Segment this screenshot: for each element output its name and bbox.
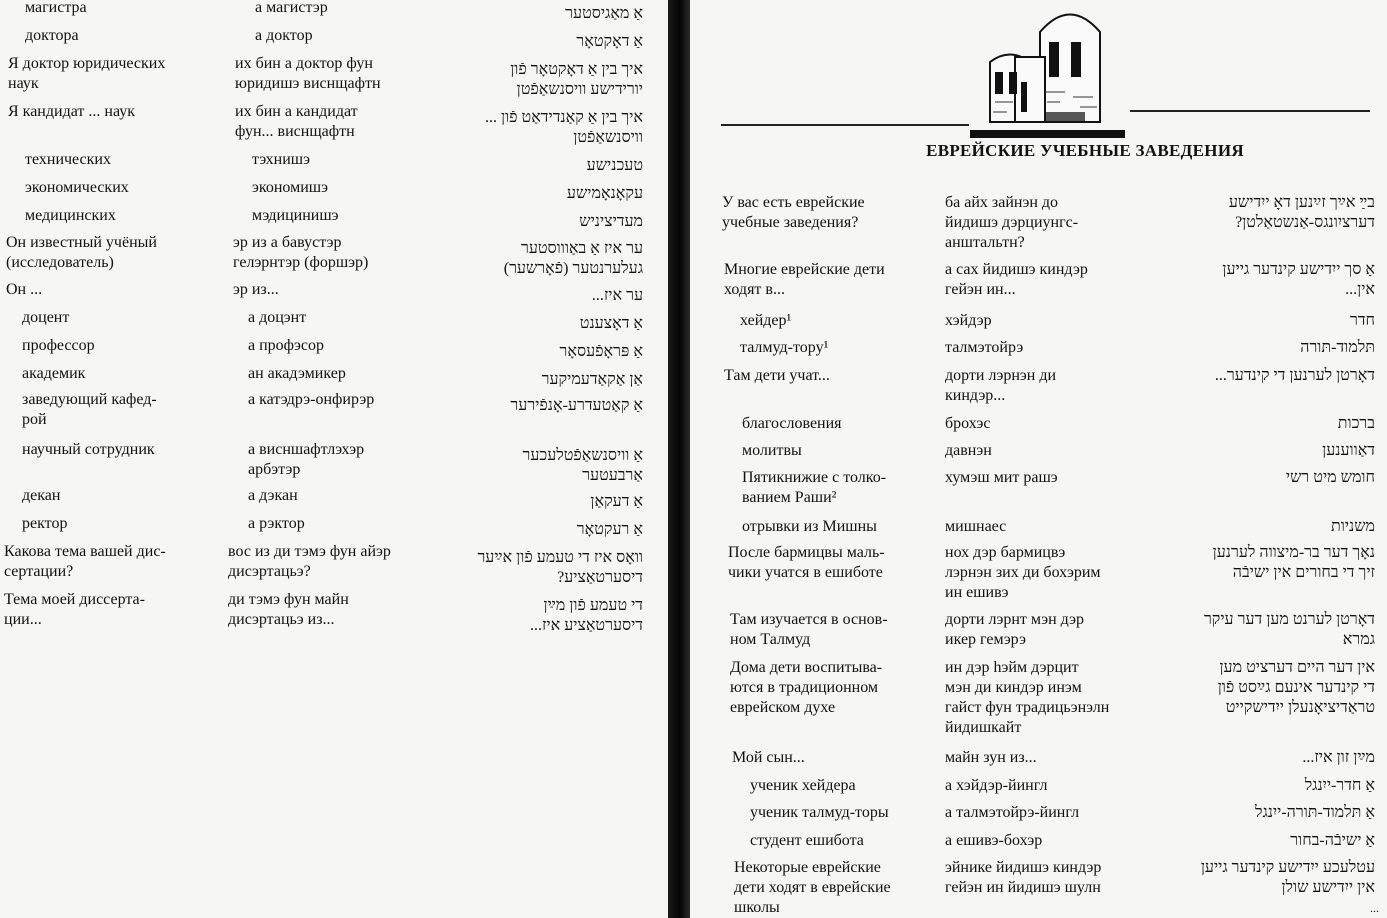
yiddish-text: וויסנשאַפֿטן: [573, 129, 643, 146]
russian-phrase: магистра: [25, 0, 87, 16]
yiddish-text: אַ תּלמוד-תּורה-ייִנגל: [1254, 804, 1375, 821]
transliteration: гелэрнтэр (форшэр): [233, 254, 369, 271]
russian-phrase: Он известный учёный: [6, 234, 157, 251]
transliteration: а талмэтойрэ-йингл: [945, 804, 1080, 821]
russian-phrase: ходят в...: [724, 281, 785, 298]
yiddish-text: ער איז אַ באַוווסטער: [520, 240, 643, 257]
transliteration: фун... виснщафтн: [235, 123, 355, 140]
yiddish-text: אַרבעטער: [582, 467, 643, 484]
yiddish-text: אַן אַקאַדעמיקער: [541, 371, 643, 388]
russian-phrase: доцент: [22, 309, 70, 326]
yiddish-text: יורידישע וויסנשאַפֿטן: [516, 81, 643, 98]
russian-phrase: ном Талмуд: [730, 631, 811, 648]
transliteration: нох дэр бармицвэ: [945, 544, 1066, 561]
yiddish-text: דאָרטן לערנען די קינדער...: [1214, 367, 1375, 384]
russian-phrase: ученик талмуд-торы: [750, 804, 889, 821]
yiddish-text: אַ פּראָפֿעסאָר: [559, 343, 643, 360]
transliteration: йидишкайт: [945, 719, 1022, 736]
transliteration: дорти лэрнт мэн дэр: [945, 611, 1085, 628]
yiddish-text: אין ייִדישע שולן: [1281, 879, 1375, 896]
yiddish-text: דאָרטן לערנט מען דער עיקר: [1203, 611, 1375, 628]
yiddish-text: עקאָנאָמישע: [566, 185, 643, 202]
transliteration: экономишэ: [252, 179, 328, 196]
transliteration: тэхнишэ: [252, 151, 310, 168]
russian-phrase: Какова тема вашей дис-: [4, 543, 166, 560]
transliteration: арбэтэр: [248, 461, 301, 478]
page-number-fragment: ...: [1370, 901, 1379, 915]
right-page: [690, 0, 1387, 918]
transliteration: а висншафтлэхэр: [248, 441, 365, 458]
russian-phrase: Я доктор юридических: [8, 55, 166, 72]
russian-phrase: технических: [25, 151, 111, 168]
yiddish-text: אַ רעקטאָר: [576, 521, 643, 538]
yiddish-text: מעדיציניש: [579, 213, 643, 230]
transliteration: эйнике йидишэ киндэр: [945, 859, 1102, 876]
transliteration: анштальтн?: [945, 234, 1025, 251]
russian-phrase: ции...: [4, 611, 42, 628]
yiddish-text: די טעמע פֿון מײַן: [543, 597, 643, 614]
russian-phrase: Там изучается в основ-: [730, 611, 888, 628]
transliteration: а рэктор: [248, 515, 305, 532]
left-page: [0, 0, 668, 918]
transliteration: а катэдрэ-онфирэр: [248, 391, 375, 408]
yiddish-text: תּלמוד-תּורה: [1300, 339, 1375, 356]
transliteration: а дэкан: [248, 487, 298, 504]
yiddish-text: מײַן זון איז...: [1302, 749, 1375, 766]
transliteration: а сах йидишэ киндэр: [945, 261, 1088, 278]
transliteration: ан акадэмикер: [248, 365, 346, 382]
yiddish-text: איך בין אַ דאָקטאָר פֿון: [510, 61, 643, 78]
transliteration: а ешивэ-бохэр: [945, 832, 1043, 849]
transliteration: вос из ди тэмэ фун айэр: [228, 543, 391, 560]
transliteration: а магистэр: [255, 0, 328, 16]
transliteration: гайст фун традицьэнэлн: [945, 699, 1110, 716]
transliteration: ин дэр hэйм дэрцит: [945, 659, 1079, 676]
russian-phrase: учебные заведения?: [722, 214, 859, 231]
russian-phrase: академик: [22, 365, 86, 382]
yiddish-text: אַ ישיבֿה-בחור: [1290, 832, 1375, 849]
transliteration: майн зун из...: [945, 749, 1037, 766]
transliteration: ди тэмэ фун майн: [228, 591, 349, 608]
transliteration: талмэтойрэ: [945, 339, 1024, 356]
transliteration: их бин а доктор фун: [235, 55, 373, 72]
yiddish-text: אין דער היים דערציט מען: [1219, 659, 1375, 676]
russian-phrase: экономических: [25, 179, 129, 196]
russian-phrase: наук: [8, 75, 39, 92]
transliteration: эр из а бавустэр: [233, 234, 342, 251]
yiddish-text: די קינדער אינעם גײַסט פֿון: [1217, 679, 1375, 696]
russian-phrase: Тема моей диссерта-: [4, 591, 145, 608]
yiddish-text: עטלעכע ייִדישע קינדער גייען: [1200, 859, 1375, 876]
yiddish-text: דאַווענען: [1322, 442, 1375, 459]
book-spine: [668, 0, 690, 918]
yiddish-text: חומש מיט רשי: [1285, 469, 1375, 486]
yiddish-text: בײַ אײַך זײַנען דאָ ייִדישע: [1228, 194, 1375, 211]
russian-phrase: талмуд-тору¹: [740, 339, 829, 356]
russian-phrase: доктора: [25, 27, 79, 44]
russian-phrase: молитвы: [742, 442, 802, 459]
russian-phrase: студент ешибота: [750, 832, 864, 849]
transliteration: давнэн: [945, 442, 992, 459]
russian-phrase: чики учатся в ешиботе: [728, 564, 883, 581]
yiddish-text: אַ חדר-ייִנגל: [1304, 777, 1375, 794]
russian-phrase: еврейском духе: [730, 699, 836, 716]
yiddish-text: אַ דעקאַן: [590, 493, 643, 510]
section-heading: ЕВРЕЙСКИЕ УЧЕБНЫЕ ЗАВЕДЕНИЯ: [926, 141, 1244, 160]
transliteration: ин ешивэ: [945, 584, 1009, 601]
yiddish-text: דיסערטאַציע איז...: [529, 617, 643, 634]
transliteration: хэйдэр: [945, 312, 992, 329]
transliteration: их бин а кандидат: [235, 103, 358, 120]
russian-phrase: ванием Раши²: [742, 489, 837, 506]
yiddish-text: אַ מאַגיסטער: [565, 5, 643, 22]
yiddish-text: גמרא: [1342, 631, 1375, 648]
russian-phrase: дети ходят в еврейские: [734, 879, 891, 896]
transliteration: гейэн ин йидишэ шулн: [945, 879, 1101, 896]
russian-phrase: заведующий кафед-: [22, 391, 157, 408]
yiddish-text: אין...: [1345, 281, 1375, 298]
transliteration: киндэр...: [945, 387, 1006, 404]
russian-phrase: Он ...: [6, 281, 43, 298]
russian-phrase: Дома дети воспитыва-: [730, 659, 883, 676]
russian-phrase: декан: [22, 487, 61, 504]
yiddish-text: אַ דאָקטאָר: [576, 33, 643, 50]
russian-phrase: Пятикнижие с толко-: [742, 469, 887, 486]
russian-phrase: сертации?: [4, 563, 74, 580]
russian-phrase: Мой сын...: [732, 749, 805, 766]
transliteration: йидишэ дэрциунгс-: [945, 214, 1079, 231]
transliteration: икер гемэрэ: [945, 631, 1026, 648]
transliteration: эр из...: [233, 281, 279, 298]
yiddish-text: ברכות: [1337, 415, 1375, 432]
yiddish-text: זיך די בחורים אין ישיבֿה: [1232, 564, 1375, 581]
yiddish-text: ער איז...: [591, 287, 643, 304]
russian-phrase: школы: [734, 899, 780, 916]
header-rule-left: [721, 124, 969, 126]
yiddish-text: אַ קאַטעדרע-אָנפֿירער: [510, 397, 643, 414]
yiddish-text: דיסערטאַציע?: [557, 569, 643, 586]
russian-phrase: благословения: [742, 415, 842, 432]
russian-phrase: профессор: [22, 337, 95, 354]
russian-phrase: рой: [22, 411, 47, 428]
russian-phrase: медицинских: [25, 207, 116, 224]
russian-phrase: Многие еврейские дети: [724, 261, 885, 278]
russian-phrase: (исследователь): [6, 254, 114, 271]
transliteration: мишнаес: [945, 518, 1007, 535]
yiddish-text: אַ דאָצענט: [579, 315, 643, 332]
transliteration: а доктор: [255, 27, 313, 44]
yiddish-text: וואָס איז די טעמע פֿון אײַער: [477, 549, 643, 566]
russian-phrase: Я кандидат ... наук: [8, 103, 136, 120]
header-rule-right: [1130, 110, 1370, 112]
yiddish-text: חדר: [1349, 312, 1375, 329]
russian-phrase: хейдер¹: [740, 312, 792, 329]
transliteration: брохэс: [945, 415, 991, 432]
yiddish-text: איך בין אַ קאַנדידאַט פֿון ...: [484, 109, 643, 126]
transliteration: мэн ди киндэр инэм: [945, 679, 1082, 696]
russian-phrase: ректор: [22, 515, 68, 532]
transliteration: мэдицинишэ: [252, 207, 339, 224]
transliteration: а доцэнт: [248, 309, 307, 326]
russian-phrase: отрывки из Мишны: [742, 518, 877, 535]
transliteration: юридишэ виснщафтн: [235, 75, 381, 92]
transliteration: дисэртацьэ из...: [228, 611, 335, 628]
transliteration: дорти лэрнэн ди: [945, 367, 1057, 384]
yiddish-text: געלערנטער (פֿאָרשער): [503, 260, 643, 277]
transliteration: а хэйдэр-йингл: [945, 777, 1048, 794]
russian-phrase: научный сотрудник: [22, 441, 155, 458]
russian-phrase: ются в традиционном: [730, 679, 879, 696]
russian-phrase: После бармицвы маль-: [728, 544, 885, 561]
yiddish-text: אַ סך ייִדישע קינדער גייען: [1222, 261, 1375, 278]
yiddish-text: טעכנישע: [586, 157, 643, 174]
russian-phrase: Там дети учат...: [724, 367, 830, 384]
yiddish-text: דערציִונגס-אַנשטאַלטן?: [1235, 214, 1375, 231]
yiddish-text: נאָך דער בר-מיצווה לערנען: [1212, 544, 1375, 561]
transliteration: ба айх зайнэн до: [945, 194, 1059, 211]
transliteration: хумэш мит рашэ: [945, 469, 1058, 486]
russian-phrase: У вас есть еврейские: [722, 194, 865, 211]
building-illustration: [985, 2, 1130, 132]
russian-phrase: Некоторые еврейские: [734, 859, 881, 876]
transliteration: гейэн ин...: [945, 281, 1016, 298]
yiddish-text: משניות: [1330, 518, 1375, 535]
yiddish-text: טראַדיציאָנעלן ייִדישקייט: [1225, 699, 1375, 716]
transliteration: а профэсор: [248, 337, 324, 354]
transliteration: лэрнэн зих ди бохэрим: [945, 564, 1101, 581]
yiddish-text: אַ וויסנשאַפֿטלעכער: [522, 447, 643, 464]
transliteration: дисэртацьэ?: [228, 563, 311, 580]
russian-phrase: ученик хейдера: [750, 777, 856, 794]
